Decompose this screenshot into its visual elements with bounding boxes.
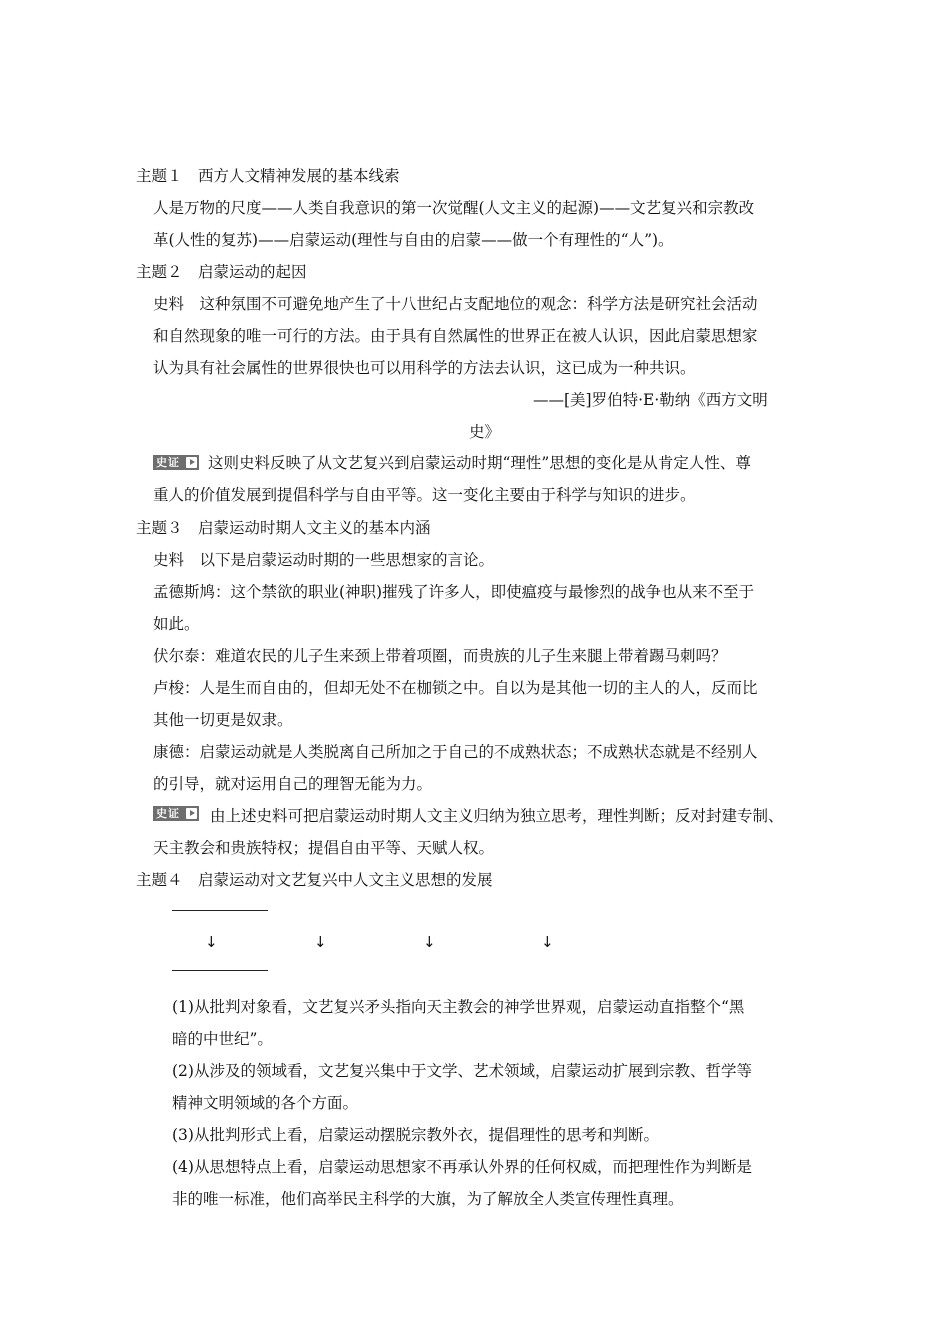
arrow-right-icon	[186, 457, 197, 468]
topic-3-heading: 主题３ 启蒙运动时期人文主义的基本内涵	[136, 519, 431, 537]
arrow-down-icon: ↓	[314, 933, 327, 951]
topic-2-heading: 主题２ 启蒙运动的起因	[136, 263, 307, 281]
evidence-text-line: 由上述史料可把启蒙运动时期人文主义归纳为独立思考，理性判断；反对封建专制、	[210, 807, 784, 825]
topic-1-heading: 主题１ 西方人文精神发展的基本线索	[136, 167, 400, 185]
quote-montesquieu: 如此。	[153, 615, 200, 633]
source-intro: 史料 以下是启蒙运动时期的一些思想家的言论。	[153, 551, 495, 569]
point-1: 暗的中世纪”。	[172, 1030, 273, 1048]
evidence-tag	[153, 455, 199, 470]
quote-montesquieu: 孟德斯鸠：这个禁欲的职业(神职)摧残了许多人，即使瘟疫与最惨烈的战争也从来不至于	[153, 583, 755, 601]
point-2: 精神文明领域的各个方面。	[172, 1094, 359, 1112]
topic-1-text-line: 革(人性的复苏)——启蒙运动(理性与自由的启蒙——做一个有理性的“人”)。	[153, 231, 674, 249]
blank-line	[172, 970, 268, 971]
quote-kant: 康德：启蒙运动就是人类脱离自己所加之于自己的不成熟状态；不成熟状态就是不经别人	[153, 743, 758, 761]
blank-line	[172, 910, 268, 911]
citation: 史》	[469, 423, 501, 441]
point-4: (4)从思想特点上看，启蒙运动思想家不再承认外界的任何权威，而把理性作为判断是	[172, 1158, 752, 1176]
quote-voltaire: 伏尔泰：难道农民的儿子生来颈上带着项圈，而贵族的儿子生来腿上带着踢马刺吗？	[153, 647, 727, 665]
source-text-line: 和自然现象的唯一可行的方法。由于具有自然属性的世界正在被人认识，因此启蒙思想家	[153, 327, 758, 345]
arrow-down-icon: ↓	[541, 933, 554, 951]
quote-rousseau: 卢梭：人是生而自由的，但却无处不在枷锁之中。自以为是其他一切的主人的人，反而比	[153, 679, 758, 697]
evidence-tag-label: 史证	[156, 456, 180, 469]
point-4: 非的唯一标准，他们高举民主科学的大旗，为了解放全人类宣传理性真理。	[172, 1190, 684, 1208]
source-text-line: 史料 这种氛围不可避免地产生了十八世纪占支配地位的观念：科学方法是研究社会活动	[153, 295, 758, 313]
evidence-text-line: 这则史料反映了从文艺复兴到启蒙运动时期“理性”思想的变化是从肯定人性、尊	[208, 454, 751, 472]
arrow-right-icon	[186, 808, 197, 819]
topic-1-text-line: 人是万物的尺度——人类自我意识的第一次觉醒(人文主义的起源)——文艺复兴和宗教改	[153, 199, 755, 217]
point-3: (3)从批判形式上看，启蒙运动摆脱宗教外衣，提倡理性的思考和判断。	[172, 1126, 659, 1144]
topic-4-heading: 主题４ 启蒙运动对文艺复兴中人文主义思想的发展	[136, 871, 493, 889]
evidence-tag-label: 史证	[156, 807, 180, 820]
evidence-text-line: 天主教会和贵族特权；提倡自由平等、天赋人权。	[153, 839, 495, 857]
arrow-down-icon: ↓	[423, 933, 436, 951]
quote-kant: 的引导，就对运用自己的理智无能为力。	[153, 775, 433, 793]
point-2: (2)从涉及的领域看，文艺复兴集中于文学、艺术领域，启蒙运动扩展到宗教、哲学等	[172, 1062, 752, 1080]
citation: ——[美]罗伯特·E·勒纳《西方文明	[533, 391, 768, 409]
quote-rousseau: 其他一切更是奴隶。	[153, 711, 293, 729]
evidence-text-line: 重人的价值发展到提倡科学与自由平等。这一变化主要由于科学与知识的进步。	[153, 486, 696, 504]
arrow-down-icon: ↓	[205, 933, 218, 951]
evidence-tag	[153, 806, 199, 821]
source-text-line: 认为具有社会属性的世界很快也可以用科学的方法去认识，这已成为一种共识。	[153, 359, 696, 377]
point-1: (1)从批判对象看，文艺复兴矛头指向天主教会的神学世界观，启蒙运动直指整个“黑	[172, 998, 745, 1016]
